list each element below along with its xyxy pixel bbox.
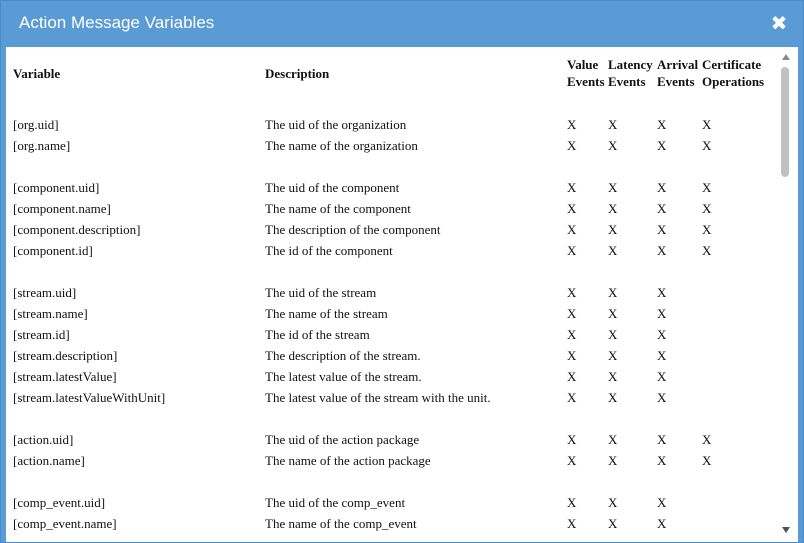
cell-value-events: X [567,369,577,384]
cell-variable: [comp_event.uid] [13,495,106,510]
cell-arrival-events: X [657,201,667,216]
group-spacer [13,93,772,114]
header-certificate-operations-line2: Operations [702,74,765,89]
variables-table [13,53,772,534]
cell-value-events: X [567,516,577,531]
cell-variable: [stream.id] [13,327,70,342]
cell-value-events: X [567,306,577,321]
scrollbar-thumb[interactable] [781,67,789,177]
cell-latency-events: X [608,516,618,531]
table-row [13,240,772,261]
table-row [13,429,772,450]
dialog-titlebar [1,1,803,46]
cell-arrival-events: X [657,348,667,363]
cell-value-events: X [567,348,577,363]
chevron-up-icon[interactable] [782,54,790,60]
table-row [13,114,772,135]
cell-arrival-events: X [657,285,667,300]
table-row [13,303,772,324]
group-spacer [13,408,772,429]
cell-arrival-events: X [657,327,667,342]
cell-certificate-operations [702,324,772,345]
group-spacer [13,471,772,492]
cell-arrival-events: X [657,516,667,531]
cell-latency-events: X [608,432,618,447]
cell-certificate-operations [702,492,772,513]
table-row [13,492,772,513]
cell-value-events: X [567,495,577,510]
cell-certificate-operations: X [702,243,712,258]
header-value-events [567,53,608,93]
cell-latency-events: X [608,201,618,216]
group-spacer-cell [13,261,772,282]
table-row [13,282,772,303]
table-row [13,135,772,156]
table-row [13,177,772,198]
cell-certificate-operations: X [702,201,712,216]
cell-description: The name of the action package [265,453,431,468]
cell-value-events: X [567,432,577,447]
cell-latency-events: X [608,222,618,237]
cell-certificate-operations [702,387,772,408]
cell-value-events: X [567,117,577,132]
cell-certificate-operations: X [702,432,712,447]
cell-certificate-operations [702,366,772,387]
dialog-content [6,47,798,542]
cell-certificate-operations [702,345,772,366]
group-spacer [13,156,772,177]
cell-description: The id of the stream [265,327,370,342]
cell-description: The name of the comp_event [265,516,417,531]
header-latency-events-line1: Latency [608,57,653,72]
cell-latency-events: X [608,306,618,321]
group-spacer-cell [13,471,772,492]
cell-arrival-events: X [657,243,667,258]
cell-description: The description of the component [265,222,441,237]
header-description: Description [265,65,330,81]
table-row [13,345,772,366]
cell-variable: [component.name] [13,201,111,216]
cell-value-events: X [567,390,577,405]
table-row [13,513,772,534]
cell-arrival-events: X [657,306,667,321]
cell-arrival-events: X [657,222,667,237]
cell-variable: [component.description] [13,222,141,237]
cell-variable: [stream.name] [13,306,88,321]
cell-arrival-events: X [657,495,667,510]
cell-arrival-events: X [657,453,667,468]
header-variable: Variable [13,65,61,81]
cell-description: The name of the organization [265,138,418,153]
cell-certificate-operations: X [702,138,712,153]
cell-arrival-events: X [657,369,667,384]
cell-value-events: X [567,138,577,153]
header-latency-events [608,53,657,93]
cell-description: The description of the stream. [265,348,421,363]
cell-description: The uid of the action package [265,432,420,447]
header-value-events-line2: Events [567,74,605,89]
group-spacer [13,261,772,282]
cell-latency-events: X [608,453,618,468]
table-row [13,219,772,240]
cell-variable: [comp_event.name] [13,516,117,531]
cell-certificate-operations [702,513,772,534]
cell-latency-events: X [608,243,618,258]
cell-variable: [org.name] [13,138,71,153]
table-row [13,387,772,408]
header-certificate-operations-line1: Certificate [702,57,762,72]
cell-certificate-operations: X [702,453,712,468]
cell-latency-events: X [608,285,618,300]
cell-value-events: X [567,243,577,258]
cell-certificate-operations [702,282,772,303]
header-arrival-events-line2: Events [657,74,695,89]
cell-value-events: X [567,327,577,342]
cell-certificate-operations [702,303,772,324]
cell-description: The uid of the comp_event [265,495,406,510]
cell-description: The uid of the stream [265,285,377,300]
cell-arrival-events: X [657,138,667,153]
variables-table-container[interactable] [6,47,776,542]
header-certificate-operations [702,53,772,93]
cell-value-events: X [567,201,577,216]
cell-latency-events: X [608,327,618,342]
cell-variable: [action.uid] [13,432,74,447]
cell-latency-events: X [608,117,618,132]
header-latency-events-line2: Events [608,74,646,89]
cell-variable: [component.id] [13,243,93,258]
header-arrival-events-line1: Arrival [657,57,699,72]
cell-variable: [stream.uid] [13,285,77,300]
cell-variable: [component.uid] [13,180,100,195]
cell-value-events: X [567,222,577,237]
cell-variable: [stream.description] [13,348,118,363]
cell-arrival-events: X [657,432,667,447]
cell-arrival-events: X [657,390,667,405]
cell-description: The latest value of the stream. [265,369,422,384]
cell-certificate-operations: X [702,222,712,237]
cell-value-events: X [567,285,577,300]
cell-variable: [org.uid] [13,117,59,132]
cell-description: The name of the component [265,201,411,216]
cell-variable: [stream.latestValueWithUnit] [13,390,166,405]
header-arrival-events [657,53,702,93]
cell-latency-events: X [608,495,618,510]
close-icon[interactable]: ✖ [770,11,788,35]
cell-description: The name of the stream [265,306,388,321]
cell-variable: [action.name] [13,453,85,468]
group-spacer-cell [13,408,772,429]
cell-description: The uid of the component [265,180,400,195]
chevron-down-icon[interactable] [782,527,790,533]
table-header-row [13,53,772,93]
cell-value-events: X [567,180,577,195]
cell-latency-events: X [608,369,618,384]
table-body [13,93,772,534]
cell-description: The id of the component [265,243,393,258]
cell-description: The uid of the organization [265,117,407,132]
table-row [13,366,772,387]
cell-arrival-events: X [657,180,667,195]
cell-latency-events: X [608,390,618,405]
cell-certificate-operations: X [702,180,712,195]
table-row [13,198,772,219]
group-spacer-cell [13,93,772,114]
dialog-title: Action Message Variables [19,13,215,32]
cell-description: The latest value of the stream with the unit. [265,390,491,405]
cell-arrival-events: X [657,117,667,132]
table-row [13,324,772,345]
cell-certificate-operations: X [702,117,712,132]
vertical-scrollbar[interactable] [776,47,798,542]
table-row [13,450,772,471]
cell-latency-events: X [608,138,618,153]
cell-variable: [stream.latestValue] [13,369,117,384]
cell-latency-events: X [608,180,618,195]
cell-value-events: X [567,453,577,468]
group-spacer-cell [13,156,772,177]
cell-latency-events: X [608,348,618,363]
header-value-events-line1: Value [567,57,599,72]
